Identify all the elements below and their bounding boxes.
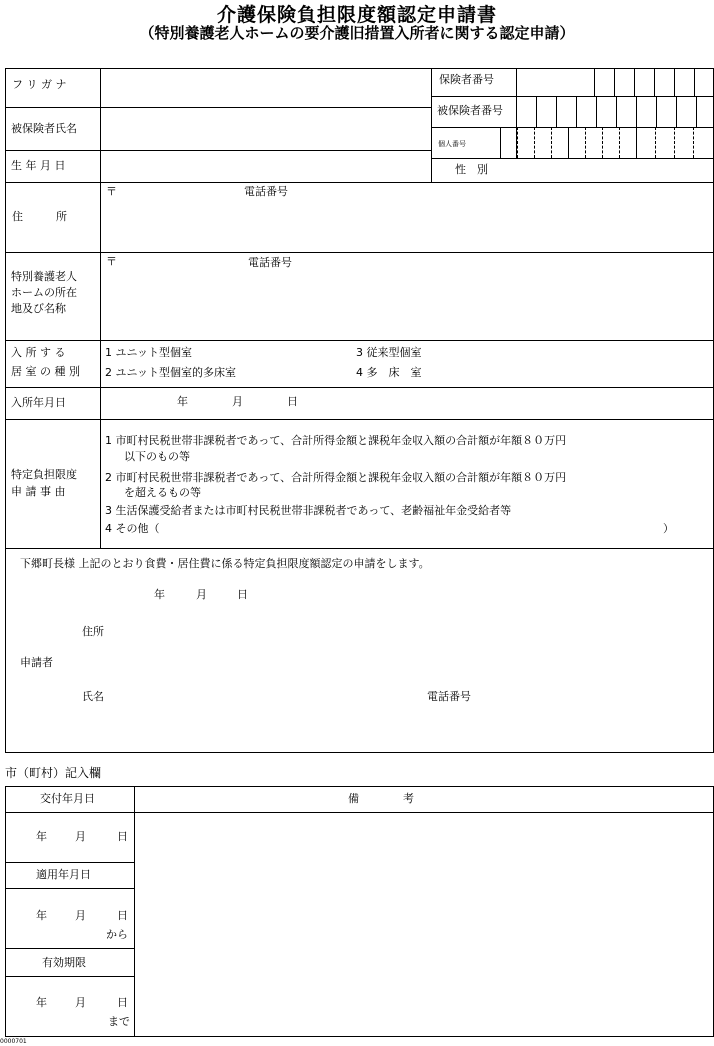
facility-label-1: 特別養護老人 xyxy=(11,270,77,283)
applicant-address-label: 住所 xyxy=(82,625,104,638)
address-label: 住 所 xyxy=(12,210,67,223)
declaration-text: 下郷町長様 上記のとおり食費・居住費に係る特定負担限度額認定の申請をします。 xyxy=(20,557,430,570)
facility-phone-label: 電話番号 xyxy=(248,256,292,269)
facility-postal-mark: 〒 xyxy=(106,255,117,268)
room-option-3[interactable]: 3 従来型個室 xyxy=(356,346,422,359)
birth-field[interactable] xyxy=(101,151,430,181)
valid-month: 月 xyxy=(75,996,86,1009)
facility-label-2: ホームの所在 xyxy=(11,286,77,299)
until-label: まで xyxy=(108,1015,130,1028)
reason-label-1: 特定負担限度 xyxy=(11,468,77,481)
reason-option-2[interactable]: 2 市町村民税世帯非課税者であって、合計所得金額と課税年金収入額の合計額が年額８０万円 xyxy=(105,471,567,484)
name-label: 被保険者氏名 xyxy=(11,122,77,135)
applicant-label: 申請者 xyxy=(20,656,53,669)
apply-date-label: 適用年月日 xyxy=(36,868,91,881)
form-title: 介護保険負担限度額認定申請書 xyxy=(216,4,497,26)
issue-month: 月 xyxy=(75,830,86,843)
sex-label: 性 別 xyxy=(455,163,488,176)
personal-number-field[interactable] xyxy=(501,128,713,157)
reason-option-1[interactable]: 1 市町村民税世帯非課税者であって、合計所得金額と課税年金収入額の合計額が年額８０万円 xyxy=(105,434,567,447)
room-option-1[interactable]: 1 ユニット型個室 xyxy=(105,346,193,359)
from-label: から xyxy=(106,928,128,941)
office-use-heading: 市（町村）記入欄 xyxy=(5,766,102,780)
room-option-4[interactable]: 4 多 床 室 xyxy=(356,366,422,379)
room-label-2: 居 室 の 種 別 xyxy=(11,365,80,378)
application-year: 年 xyxy=(154,588,165,601)
admission-month: 月 xyxy=(232,395,243,408)
personal-number-label: 個人番号 xyxy=(438,140,466,148)
room-label-1: 入 所 す る xyxy=(11,346,66,359)
address-phone-label: 電話番号 xyxy=(244,185,288,198)
issue-year: 年 xyxy=(36,830,47,843)
insurer-number-field[interactable] xyxy=(517,69,713,95)
reason-option-4-close: ） xyxy=(663,522,674,535)
insured-number-label: 被保険者番号 xyxy=(437,104,503,117)
issue-date-label: 交付年月日 xyxy=(40,792,95,805)
application-day: 日 xyxy=(237,588,248,601)
application-month: 月 xyxy=(196,588,207,601)
remarks-field[interactable] xyxy=(135,813,713,1035)
reason-option-1-cont: 以下のもの等 xyxy=(124,450,190,463)
apply-day: 日 xyxy=(117,909,128,922)
furigana-label: フ リ ガ ナ xyxy=(12,78,67,91)
admission-year: 年 xyxy=(177,395,188,408)
reason-label-2: 申 請 事 由 xyxy=(11,485,66,498)
insurer-number-label: 保険者番号 xyxy=(439,73,494,86)
remarks-label: 備 考 xyxy=(348,792,414,805)
applicant-name-label: 氏名 xyxy=(82,690,104,703)
valid-day: 日 xyxy=(117,996,128,1009)
reason-option-2-cont: を超えるもの等 xyxy=(124,486,201,499)
postal-mark: 〒 xyxy=(106,185,117,198)
reason-option-4[interactable]: 4 その他（ xyxy=(105,522,160,535)
valid-year: 年 xyxy=(36,996,47,1009)
name-field[interactable] xyxy=(101,108,430,149)
address-field[interactable] xyxy=(101,200,713,251)
applicant-phone-label: 電話番号 xyxy=(427,690,471,703)
facility-label-3: 地及び名称 xyxy=(11,302,66,315)
insured-number-field[interactable] xyxy=(517,97,713,126)
apply-year: 年 xyxy=(36,909,47,922)
furigana-field[interactable] xyxy=(101,69,430,106)
room-option-2[interactable]: 2 ユニット型個室的多床室 xyxy=(105,366,237,379)
issue-day: 日 xyxy=(117,830,128,843)
admission-date-label: 入所年月日 xyxy=(11,396,66,409)
form-code: 0000701 xyxy=(0,1038,27,1045)
admission-day: 日 xyxy=(287,395,298,408)
reason-option-3[interactable]: 3 生活保護受給者または市町村民税世帯非課税者であって、老齢福祉年金受給者等 xyxy=(105,504,512,517)
birth-label: 生 年 月 日 xyxy=(11,159,66,172)
form-subtitle: （特別養護老人ホームの要介護旧措置入所者に関する認定申請） xyxy=(139,24,575,42)
apply-month: 月 xyxy=(75,909,86,922)
facility-field[interactable] xyxy=(101,272,713,339)
valid-until-label: 有効期限 xyxy=(42,956,86,969)
